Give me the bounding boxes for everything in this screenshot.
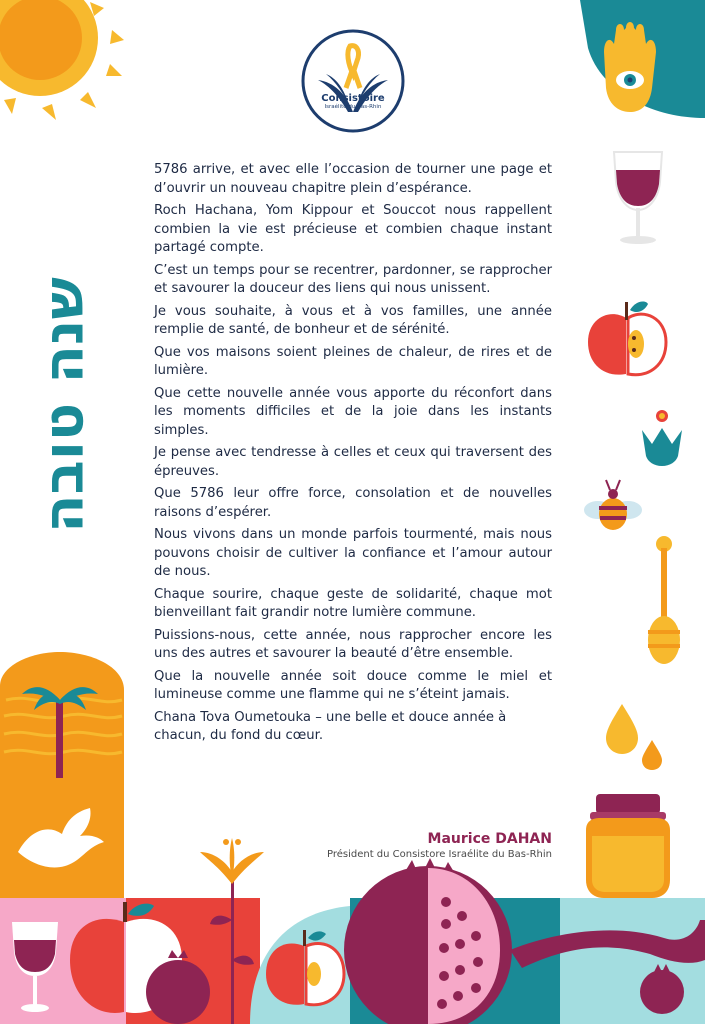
letter-paragraph: Nous vivons dans un monde parfois tourmenté, mais nous pouvons choisir de cultiver la confiance et l’amour autour de nous. [154,527,552,579]
flower-icon [642,410,682,466]
hebrew-title: שנה טובה [31,277,97,533]
letter-paragraph: Chaque sourire, chaque geste de solidarité, chaque mot bienveillant fait grandir notre lumière commune. [154,586,552,620]
letter-paragraph: 5786 arrive, et avec elle l’occasion de tourner une page et d’ouvrir un nouveau chapitre plein d’espérance. [154,162,552,196]
signature-block [300,830,552,862]
letter-paragraph: Je pense avec tendresse à celles et ceux qui traversent des épreuves. [154,445,552,479]
dove-icon [0,778,124,898]
honey-drop-icon [606,704,662,770]
letter-paragraph: Puissions-nous, cette année, nous rapprocher encore les uns des autres et savourer la beauté d’être ensemble. [154,627,552,661]
letter-paragraph: Que vos maisons soient pleines de chaleur, de rires et de lumière. [154,344,552,378]
signature-role: Président du Consistore Israélite du Bas-Rhin [326,849,552,860]
sun-icon [0,0,124,120]
letter-paragraph: Je vous souhaite, à vous et à vos familles, une année remplie de santé, de bonheur et de sérénité. [154,303,552,337]
letter-paragraph: Que 5786 leur offre force, consolation et de nouvelles raisons d’espérer. [154,486,552,520]
hebrew-greeting [26,180,102,630]
honey-jar-icon [586,794,670,898]
logo-title: Consistoire [321,93,385,104]
apple-icon [588,302,666,375]
consistoire-logo [300,28,406,134]
hamsa-icon [580,0,705,118]
letter-paragraph: C’est un temps pour se recentrer, pardonner, se rapprocher et savourer la douceur des liens qui nous unissent. [154,262,552,296]
logo-subtitle: Israélite du Bas-Rhin [324,104,382,110]
letter-paragraph: Roch Hachana, Yom Kippour et Souccot nous rappellent combien la vie est précieuse et combien chaque instant partagé compte. [154,203,552,255]
pomegranate-icon [344,858,512,1024]
palm-tree-icon [0,652,124,778]
letter-body [154,161,552,750]
logo-wordmark [300,93,406,111]
letter-paragraph: Que cette nouvelle année vous apporte du réconfort dans les moments difficiles et de la joie dans les instants simples. [154,385,552,438]
letter-paragraph: Que la nouvelle année soit douce comme le miel et lumineuse comme une flamme qui ne s’éteint jamais. [154,668,552,702]
wine-glass-icon [614,152,662,244]
honey-dipper-icon [648,536,680,664]
bee-icon [584,480,642,530]
signature-name: Maurice DAHAN [427,831,552,847]
letter-paragraph: Chana Tova Oumetouka – une belle et douce année à chacun, du fond du cœur. [154,709,507,743]
